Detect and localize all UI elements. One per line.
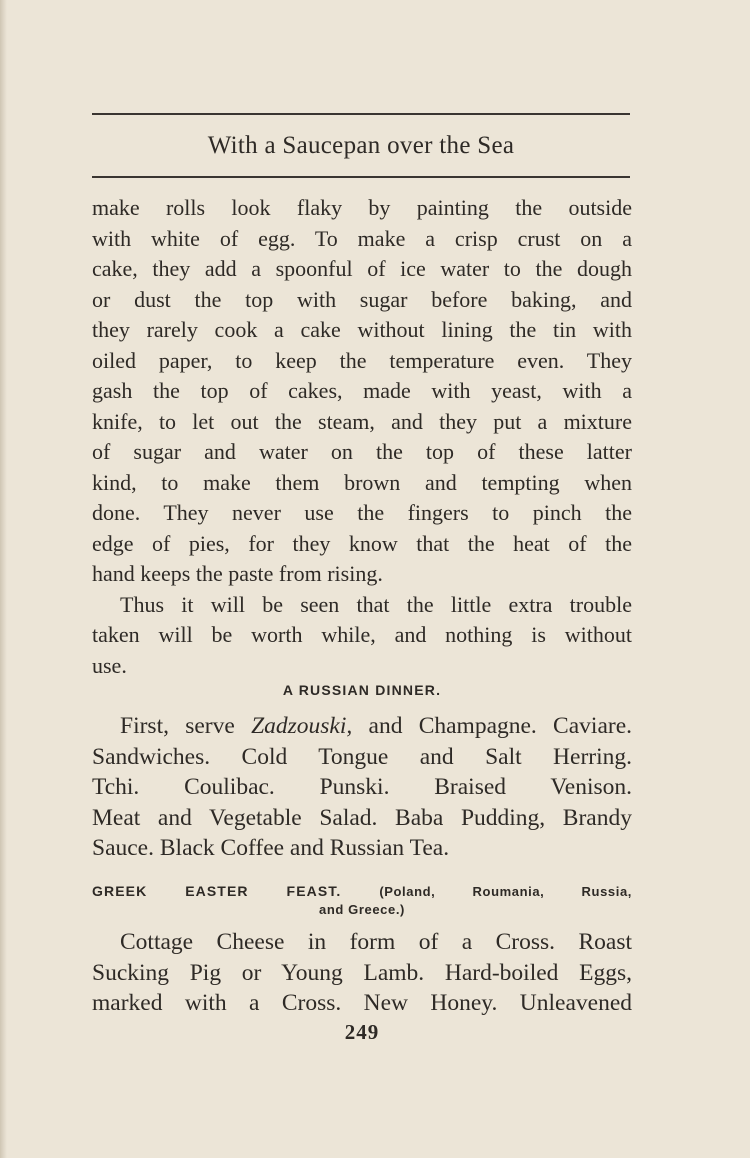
menu-line: marked with a Cross. New Honey. Unleavened — [92, 990, 632, 1016]
text-line: done. They never use the fingers to pinch the — [92, 500, 632, 525]
greek-heading-line — [92, 882, 632, 901]
text-line: of sugar and water on the top of these latter — [92, 439, 632, 464]
text-line: knife, to let out the steam, and they put a mixture — [92, 408, 632, 434]
header-rule-top — [92, 113, 630, 115]
text-line: make rolls look flaky by painting the outside — [92, 195, 632, 220]
page-binding-edge — [0, 0, 7, 1158]
russian-dinner-menu — [92, 711, 632, 864]
page-number: 249 — [344, 1020, 380, 1044]
menu-line: Sauce. Black Coffee and Russian Tea. — [92, 835, 450, 861]
header-rule-bottom — [92, 176, 630, 178]
dish-name-italic: Zadzouski, — [251, 713, 353, 739]
text-line: edge of pies, for they know that the heat of the — [92, 530, 632, 556]
running-head: With a Saucepan over the Sea — [207, 132, 515, 159]
text-line: they rarely cook a cake without lining the tin with — [92, 317, 632, 342]
menu-line: Sandwiches. Cold Tongue and Salt Herring. — [92, 743, 632, 770]
menu-line-text: First, serve — [120, 713, 252, 739]
menu-line: Meat and Vegetable Salad. Baba Pudding, Brandy — [92, 804, 632, 831]
text-line: Thus it will be seen that the little extra trouble — [120, 591, 632, 617]
body-text — [92, 193, 632, 681]
menu-line-text: and Champagne. Caviare. — [352, 713, 633, 739]
greek-heading-countries: (Poland, Roumania, Russia, — [379, 884, 632, 899]
menu-line: Tchi. Coulibac. Punski. Braised Venison. — [92, 774, 632, 800]
text-line: kind, to make them brown and tempting when — [92, 469, 632, 495]
greek-heading-title: GREEK EASTER FEAST. — [92, 883, 342, 899]
greek-feast-heading — [92, 882, 632, 919]
greek-heading-countries-cont: and Greece.) — [319, 902, 405, 917]
menu-line: Sucking Pig or Young Lamb. Hard-boiled Eggs, — [92, 959, 632, 986]
menu-line — [92, 711, 632, 742]
greek-feast-menu — [92, 927, 632, 1019]
text-line: or dust the top with sugar before baking, and — [92, 286, 632, 312]
text-line: oiled paper, to keep the temperature even. They — [92, 347, 632, 373]
text-line: cake, they add a spoonful of ice water to the dough — [92, 256, 632, 281]
text-line: with white of egg. To make a crisp crust on a — [92, 225, 632, 251]
menu-line: Cottage Cheese in form of a Cross. Roast — [120, 929, 632, 955]
text-line: hand keeps the paste from rising. — [92, 561, 383, 586]
text-line: taken will be worth while, and nothing is without — [92, 622, 632, 647]
russian-dinner-heading: A RUSSIAN DINNER. — [282, 682, 442, 698]
text-line: use. — [92, 652, 127, 678]
text-line: gash the top of cakes, made with yeast, with a — [92, 378, 632, 403]
